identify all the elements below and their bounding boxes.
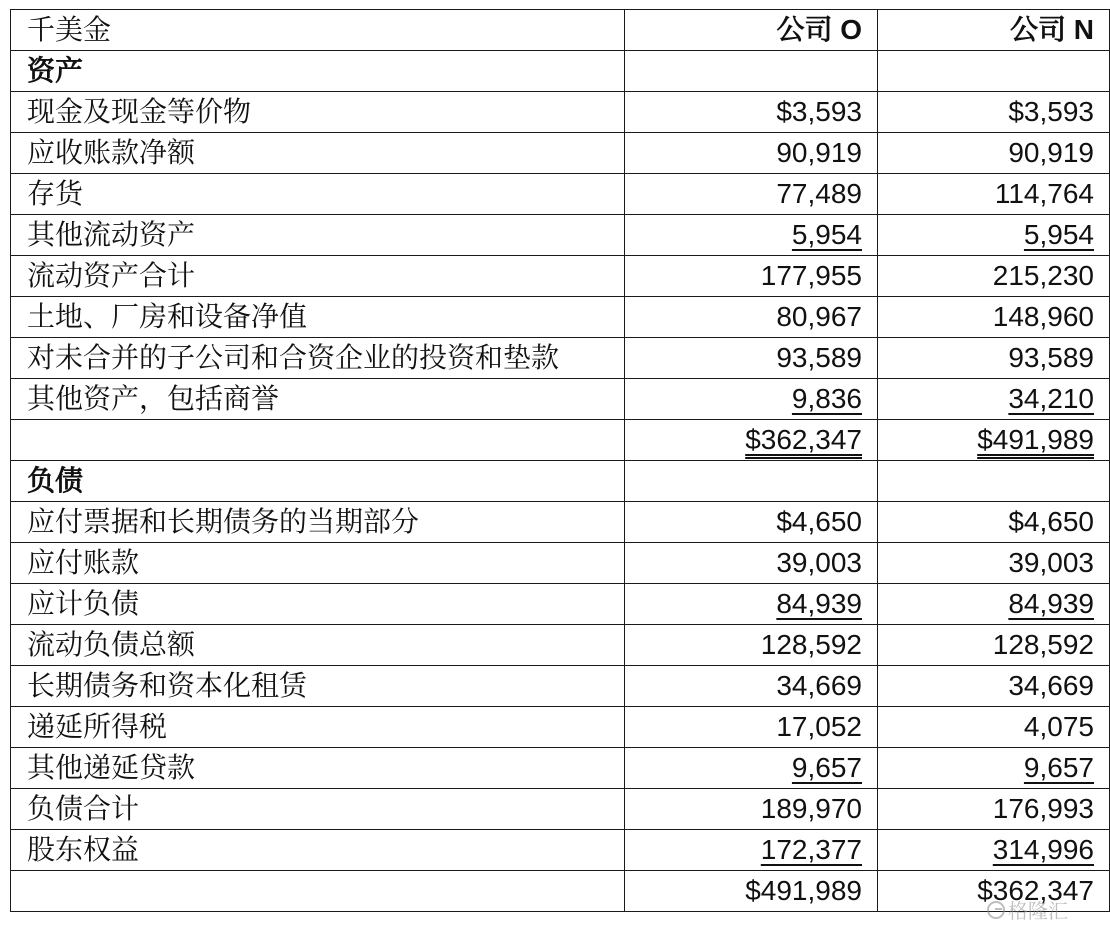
value-company-n [878, 830, 1110, 871]
value-company-o: 189,970 [625, 789, 878, 830]
total-company-n [878, 420, 1110, 461]
value-company-o: 90,919 [625, 133, 878, 174]
table-row [11, 666, 1110, 707]
value-company-o: 34,669 [625, 666, 878, 707]
section-row-assets [11, 51, 1110, 92]
empty-cell [878, 461, 1110, 502]
row-label: 应付账款 [11, 543, 625, 584]
table-row [11, 92, 1110, 133]
underlined-value: 34,210 [1008, 383, 1094, 414]
row-label: 流动资产合计 [11, 256, 625, 297]
value-company-n: 148,960 [878, 297, 1110, 338]
row-label: 存货 [11, 174, 625, 215]
total-row-assets [11, 420, 1110, 461]
table-row [11, 338, 1110, 379]
value-company-o [625, 830, 878, 871]
value-company-n: 114,764 [878, 174, 1110, 215]
underlined-value: 9,657 [791, 752, 862, 783]
row-label: 其他递延贷款 [11, 748, 625, 789]
value-company-o: 93,589 [625, 338, 878, 379]
section-title-liabilities: 负债 [11, 461, 625, 502]
table-row [11, 543, 1110, 584]
value-company-o: 17,052 [625, 707, 878, 748]
value-company-o: 128,592 [625, 625, 878, 666]
row-label: 长期债务和资本化租赁 [11, 666, 625, 707]
table-row [11, 256, 1110, 297]
row-label: 其他流动资产 [11, 215, 625, 256]
header-row [11, 10, 1110, 51]
value-company-n: 4,075 [878, 707, 1110, 748]
value-company-o: $4,650 [625, 502, 878, 543]
company-n-header: 公司 N [878, 10, 1110, 51]
underlined-value: 9,657 [1023, 752, 1094, 783]
value-company-n: $3,593 [878, 92, 1110, 133]
value-company-n [878, 748, 1110, 789]
table-row [11, 133, 1110, 174]
row-label: 流动负债总额 [11, 625, 625, 666]
table-row [11, 584, 1110, 625]
empty-cell [625, 51, 878, 92]
value-company-o [625, 584, 878, 625]
table-row [11, 707, 1110, 748]
value-company-o [625, 748, 878, 789]
company-o-header: 公司 O [625, 10, 878, 51]
underlined-value: 5,954 [1023, 219, 1094, 250]
total-label [11, 420, 625, 461]
value-company-o: 80,967 [625, 297, 878, 338]
underlined-value: 5,954 [791, 219, 862, 250]
total-row-liabilities [11, 871, 1110, 912]
value-company-n: 128,592 [878, 625, 1110, 666]
empty-cell [625, 461, 878, 502]
value-company-o: 77,489 [625, 174, 878, 215]
row-label: 其他资产，包括商誉 [11, 379, 625, 420]
table-row [11, 748, 1110, 789]
underlined-value: 9,836 [791, 383, 862, 414]
double-underlined-total: $491,989 [977, 424, 1094, 455]
value-company-n: 90,919 [878, 133, 1110, 174]
value-company-o: $3,593 [625, 92, 878, 133]
value-company-n: 93,589 [878, 338, 1110, 379]
underlined-value: 84,939 [776, 588, 862, 619]
value-company-n: 176,993 [878, 789, 1110, 830]
table-row [11, 789, 1110, 830]
section-title-assets: 资产 [11, 51, 625, 92]
table-row [11, 297, 1110, 338]
value-company-n: 215,230 [878, 256, 1110, 297]
double-underlined-total: $362,347 [745, 424, 862, 455]
value-company-n [878, 379, 1110, 420]
row-label: 对未合并的子公司和合资企业的投资和垫款 [11, 338, 625, 379]
unit-label: 千美金 [11, 10, 625, 51]
underlined-value: 172,377 [760, 834, 862, 865]
value-company-n: 34,669 [878, 666, 1110, 707]
value-company-n [878, 584, 1110, 625]
value-company-o [625, 379, 878, 420]
table-row [11, 174, 1110, 215]
row-label: 股东权益 [11, 830, 625, 871]
row-label: 土地、厂房和设备净值 [11, 297, 625, 338]
table-row [11, 379, 1110, 420]
table-row [11, 502, 1110, 543]
value-company-o: 177,955 [625, 256, 878, 297]
row-label: 现金及现金等价物 [11, 92, 625, 133]
underlined-value: 314,996 [992, 834, 1094, 865]
table-row [11, 215, 1110, 256]
row-label: 应付票据和长期债务的当期部分 [11, 502, 625, 543]
value-company-o [625, 215, 878, 256]
watermark-text: 格隆汇 [1008, 899, 1068, 923]
value-company-n [878, 215, 1110, 256]
section-row-liabilities [11, 461, 1110, 502]
table-row [11, 830, 1110, 871]
total-company-o: $491,989 [625, 871, 878, 912]
table-row [11, 625, 1110, 666]
row-label: 应收账款净额 [11, 133, 625, 174]
row-label: 递延所得税 [11, 707, 625, 748]
empty-cell [878, 51, 1110, 92]
total-company-o [625, 420, 878, 461]
total-label [11, 871, 625, 912]
total-company-n: $362,347 [878, 871, 1110, 912]
value-company-o: 39,003 [625, 543, 878, 584]
value-company-n: 39,003 [878, 543, 1110, 584]
underlined-value: 84,939 [1008, 588, 1094, 619]
row-label: 应计负债 [11, 584, 625, 625]
value-company-n: $4,650 [878, 502, 1110, 543]
balance-sheet-table [10, 9, 1110, 912]
row-label: 负债合计 [11, 789, 625, 830]
